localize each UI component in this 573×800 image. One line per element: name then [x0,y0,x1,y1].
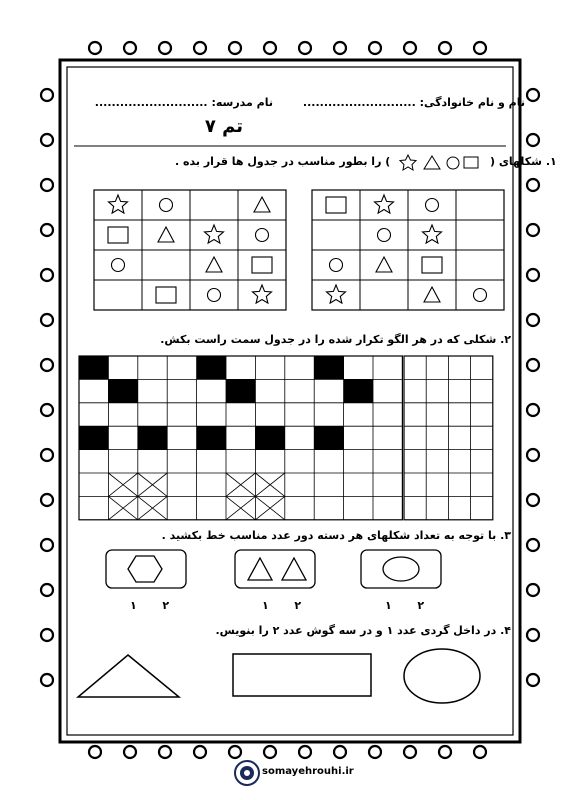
school-name-label: نام مدرسه: [211,96,273,109]
student-name-label: نام و نام خانوادگی: [419,96,525,109]
q2-instruction: ۲. شکلی که در هر الگو تکرار شده را در جدول سمت راست بکش. [160,333,511,346]
option-number[interactable]: ۲ [162,599,170,612]
q1-text-before: ۱. شکلهای ( [489,155,557,168]
q4-instruction: ۴. در داخل گردی عدد ۱ و در سه گوش عدد ۲ را بنویس. [215,624,511,637]
school-name-dots: ........................... [94,96,208,109]
option-number[interactable]: ۲ [294,599,302,612]
option-number[interactable]: ۱ [385,599,392,612]
option-number[interactable]: ۲ [417,599,425,612]
student-name-dots: ........................... [302,96,416,109]
option-number[interactable]: ۱ [130,599,137,612]
q3-instruction: ۳. با توجه به تعداد شکلهای هر دسته دور عدد مناسب خط بکشید . [161,529,511,542]
q1-text-after: ) را بطور مناسب در جدول ها قرار بده . [175,155,391,168]
option-number[interactable]: ۱ [262,599,269,612]
footer-site: somayehrouhi.ir [262,766,354,777]
page-title: تم ۷ [204,116,243,137]
